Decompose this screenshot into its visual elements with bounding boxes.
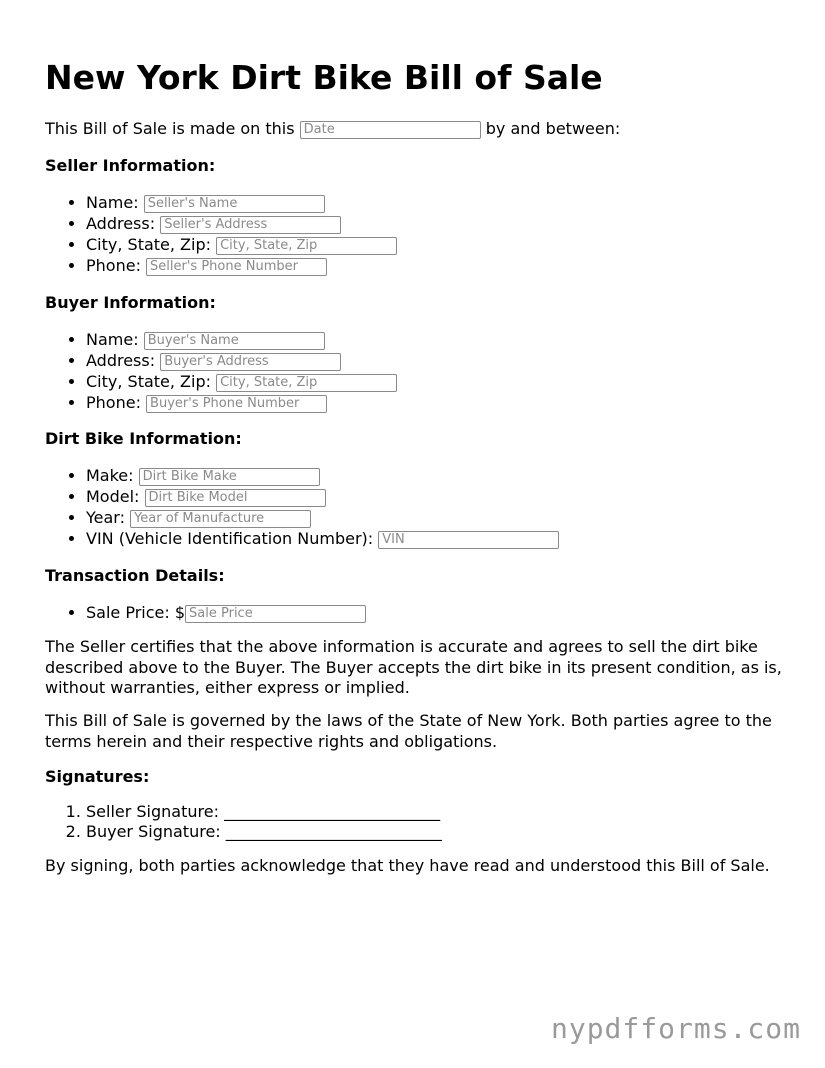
watermark: nypdfforms.com <box>550 1012 801 1045</box>
date-input[interactable] <box>300 121 481 139</box>
transaction-list <box>45 602 366 623</box>
closing-paragraph: By signing, both parties acknowledge that they have read and understood this Bill of Sale. <box>45 856 770 875</box>
sale-price-input[interactable] <box>185 605 366 623</box>
transaction-section <box>45 565 366 623</box>
seller-signature-line: Seller Signature: ___________________________ <box>86 802 441 821</box>
bike-year-input[interactable] <box>130 510 311 528</box>
bike-vin-label: VIN (Vehicle Identification Number): <box>86 529 374 548</box>
list-item <box>86 329 397 350</box>
intro-text-after: by and between: <box>485 119 621 138</box>
signatures-heading: Signatures: <box>45 767 150 786</box>
buyer-list <box>45 329 397 413</box>
bike-model-input[interactable] <box>145 489 326 507</box>
list-item <box>86 213 397 234</box>
seller-name-label: Name: <box>86 193 139 212</box>
list-item <box>86 192 397 213</box>
seller-city-label: City, State, Zip: <box>86 235 212 254</box>
list-item <box>86 507 559 528</box>
list-item <box>86 602 366 623</box>
buyer-phone-label: Phone: <box>86 393 141 412</box>
intro-text-before: This Bill of Sale is made on this <box>45 119 295 138</box>
seller-phone-label: Phone: <box>86 256 141 275</box>
seller-section <box>45 155 397 276</box>
price-label: Sale Price: $ <box>86 603 186 622</box>
buyer-section <box>45 292 397 413</box>
page-title: New York Dirt Bike Bill of Sale <box>45 58 603 97</box>
buyer-city-input[interactable] <box>216 374 397 392</box>
bike-year-label: Year: <box>86 508 125 527</box>
list-item <box>86 350 397 371</box>
list-item <box>86 486 559 507</box>
buyer-name-input[interactable] <box>144 332 325 350</box>
governing-paragraph: This Bill of Sale is governed by the laws of the State of New York. Both parties agree to the terms herein and their respective rights and obligations. <box>45 711 772 751</box>
bike-model-label: Model: <box>86 487 140 506</box>
seller-name-input[interactable] <box>144 195 325 213</box>
buyer-phone-input[interactable] <box>146 395 327 413</box>
buyer-signature-line: Buyer Signature: ___________________________ <box>86 821 442 841</box>
seller-phone-input[interactable] <box>146 258 327 276</box>
seller-list <box>45 192 397 276</box>
seller-city-input[interactable] <box>216 237 397 255</box>
transaction-heading: Transaction Details: <box>45 566 225 585</box>
list-item <box>86 802 442 822</box>
buyer-name-label: Name: <box>86 330 139 349</box>
bike-section <box>45 428 559 549</box>
seller-address-input[interactable] <box>160 216 341 234</box>
buyer-address-label: Address: <box>86 351 156 370</box>
signatures-section <box>45 766 442 841</box>
bike-make-label: Make: <box>86 466 134 485</box>
list-item <box>86 822 442 842</box>
intro-line <box>45 118 620 140</box>
list-item <box>86 392 397 413</box>
seller-heading: Seller Information: <box>45 156 216 175</box>
buyer-address-input[interactable] <box>160 353 341 371</box>
bike-vin-input[interactable] <box>378 531 559 549</box>
certification-paragraph: The Seller certifies that the above information is accurate and agrees to sell the dirt bike described above to the Buyer. The Buyer accepts the dirt bike in its present condition, as is, without warranties, either express or implied. <box>45 637 782 697</box>
seller-address-label: Address: <box>86 214 156 233</box>
list-item <box>86 234 397 255</box>
signatures-list <box>45 802 442 841</box>
list-item <box>86 255 397 276</box>
list-item <box>86 371 397 392</box>
bike-list <box>45 465 559 549</box>
list-item <box>86 528 559 549</box>
bike-heading: Dirt Bike Information: <box>45 429 242 448</box>
buyer-heading: Buyer Information: <box>45 293 216 312</box>
list-item <box>86 465 559 486</box>
bike-make-input[interactable] <box>139 468 320 486</box>
buyer-city-label: City, State, Zip: <box>86 372 212 391</box>
